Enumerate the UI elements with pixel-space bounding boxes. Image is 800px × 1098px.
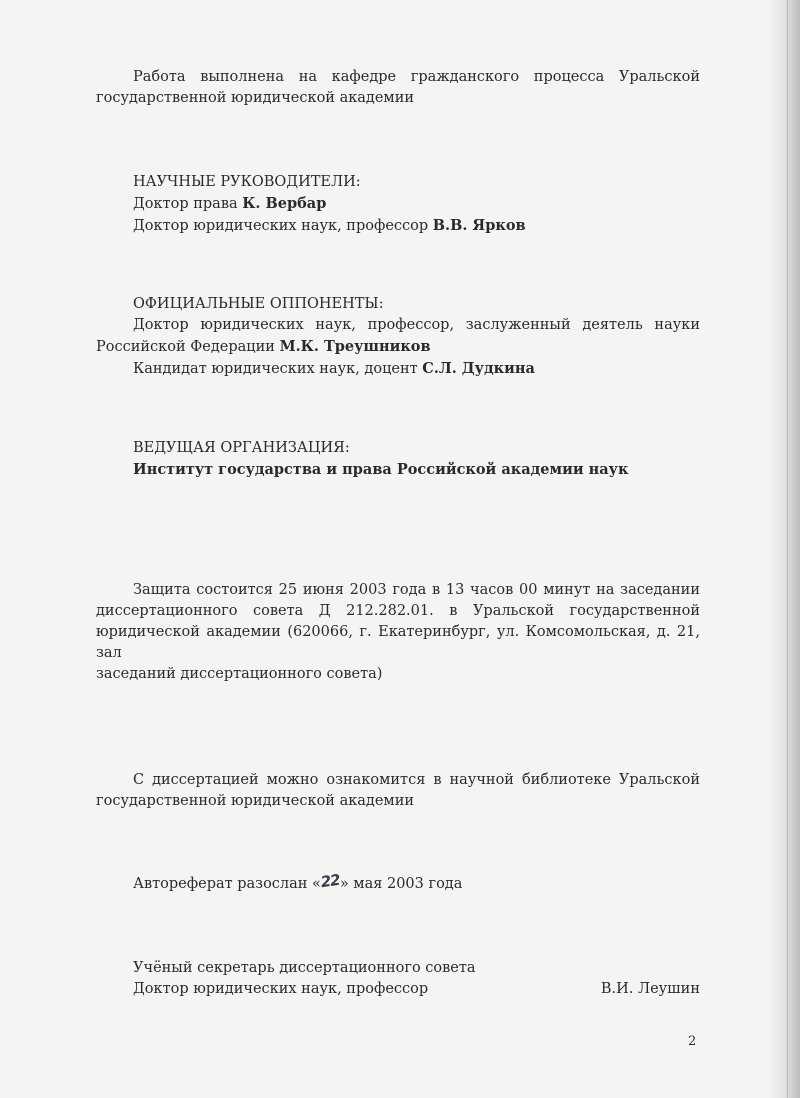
library-paragraph [96,770,700,812]
secretary-title: Учёный секретарь диссертационного совета [133,960,476,976]
intro-paragraph [96,67,700,109]
handwritten-day: 22 [319,870,341,892]
defense-line-2: диссертационного совета Д 212.282.01. в Уральской государственной [96,603,700,619]
supervisor-1-name: К. Вербар [242,195,327,212]
supervisor-1 [133,193,700,215]
opponent-2-name: С.Л. Дудкина [422,360,535,377]
supervisor-2 [133,215,700,237]
intro-line-1: Работа выполнена на кафедре гражданского процесса Уральской [133,69,700,85]
defense-line-1: Защита состоится 25 июня 2003 года в 13 часов 00 минут на заседании [133,582,700,598]
defense-line-4: заседаний диссертационного совета) [96,666,383,682]
page-number: 2 [688,1034,697,1049]
opponent-1-line-1: Доктор юридических наук, профессор, заслуженный деятель науки [133,317,700,333]
opponent-1-name: М.К. Треушников [279,338,431,355]
secretary-name: В.И. Леушин [600,981,700,997]
supervisor-2-name: В.В. Ярков [432,217,526,234]
secretary-signature-row [133,979,700,1000]
opponent-1-title: Российской Федерации [96,339,280,355]
intro-line-2: государственной юридической академии [96,90,415,106]
opponents-section [96,294,700,380]
defense-line-3: юридической академии (620066, г. Екатеринбург, ул. Комсомольская, д. 21, зал [96,624,700,661]
supervisor-1-title: Доктор права [133,196,243,212]
organization-section [133,438,700,481]
supervisors-heading: НАУЧНЫЕ РУКОВОДИТЕЛИ: [133,174,361,190]
supervisor-2-title: Доктор юридических наук, профессор [133,218,433,234]
opponent-2-title: Кандидат юридических наук, доцент [133,361,423,377]
library-line-1: С диссертацией можно ознакомится в научной библиотеке Уральской [133,772,700,788]
abstract-sent-line [133,870,700,895]
supervisors-section [133,172,700,237]
opponent-1-line-2 [96,336,700,358]
sent-suffix: » мая 2003 года [339,876,463,892]
sent-prefix: Автореферат разослан « [133,876,321,892]
organization-heading: ВЕДУЩАЯ ОРГАНИЗАЦИЯ: [133,440,350,456]
scan-edge-line [787,0,788,1098]
defense-paragraph [96,580,700,685]
secretary-degree: Доктор юридических наук, профессор [133,981,429,997]
secretary-block [133,958,700,1000]
opponents-heading: ОФИЦИАЛЬНЫЕ ОППОНЕНТЫ: [133,296,384,312]
opponent-2 [96,358,700,380]
scan-binding-edge [770,0,800,1098]
library-line-2: государственной юридической академии [96,793,415,809]
organization-name: Институт государства и права Российской академии наук [133,461,629,478]
